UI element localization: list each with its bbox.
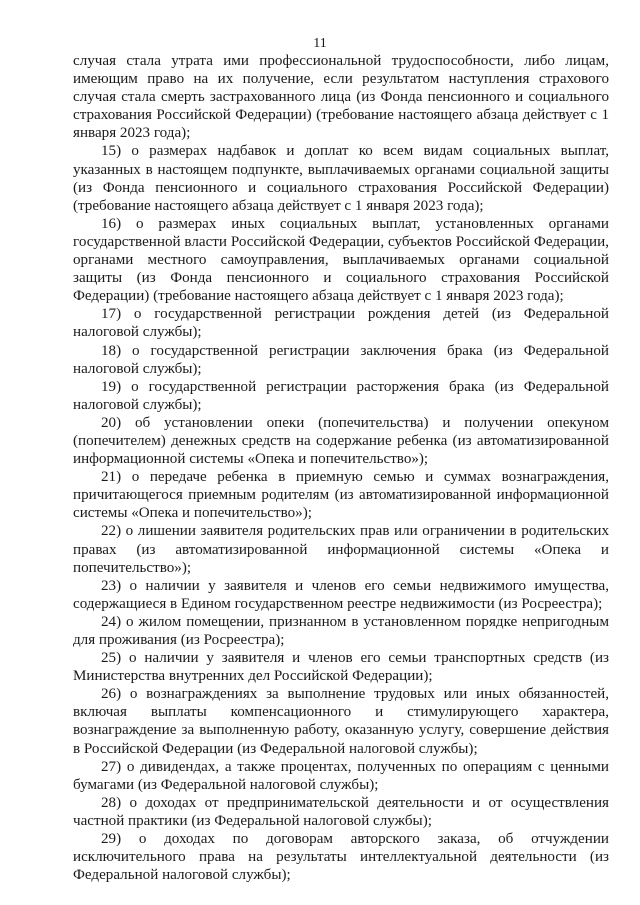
paragraph-item-15: 15) о размерах надбавок и доплат ко всем видам социальных выплат, указанных в настоящем подпункте, выплачиваемых органами социальной защиты (из Фонда пенсионного и социального страхования Российской Федерации) (требование настоящего абзаца действует с 1 января 2023 года); [73, 143, 609, 214]
paragraph-item-19: 19) о государственной регистрации расторжения брака (из Федеральной налоговой службы); [73, 378, 609, 413]
paragraph-item-23: 23) о наличии у заявителя и членов его семьи недвижимого имущества, содержащиеся в Едином государственном реестре недвижимости (из Росреестра); [73, 577, 609, 612]
paragraph-item-18: 18) о государственной регистрации заключения брака (из Федеральной налоговой службы); [73, 342, 609, 377]
paragraph-item-20: 20) об установлении опеки (попечительства) и получении опекуном (попечителем) денежных средств на содержание ребенка (из автоматизированной информационной системы «Опека и попечительство»); [73, 414, 609, 468]
paragraph-continuation: случая стала утрата ими профессиональной трудоспособности, либо лицам, имеющим право на их получение, если результатом наступления страхового случая стала смерть застрахованного лица (из Фонда пенсионного и социального страхования Российской Федерации) (требование настоящего абзаца действует с 1 января 2023 года); [73, 53, 609, 142]
paragraph-item-27: 27) о дивидендах, а также процентах, полученных по операциям с ценными бумагами (из Федеральной налоговой службы); [73, 758, 609, 793]
paragraph-item-16: 16) о размерах иных социальных выплат, установленных органами государственной власти Российской Федерации, субъектов Российской Федерации, органами местного самоуправления, выплачиваемых органами социальной защиты (из Фонда пенсионного и социального страхования Российской Федерации) (требование настоящего абзаца действует с 1 января 2023 года); [73, 215, 609, 305]
paragraph-item-22: 22) о лишении заявителя родительских прав или ограничении в родительских правах (из автоматизированной информационной системы «Опека и попечительство»); [73, 523, 609, 576]
paragraph-item-17: 17) о государственной регистрации рождения детей (из Федеральной налоговой службы); [73, 306, 609, 341]
paragraph-item-29: 29) о доходах по договорам авторского заказа, об отчуждении исключительного права на результаты интеллектуальной деятельности (из Федеральной налоговой службы); [73, 831, 609, 884]
paragraph-item-25: 25) о наличии у заявителя и членов его семьи транспортных средств (из Министерства внутренних дел Российской Федерации); [73, 650, 609, 685]
paragraph-item-21: 21) о передаче ребенка в приемную семью и суммах вознаграждения, причитающегося приемным родителям (из автоматизированной информационной системы «Опека и попечительство»); [73, 469, 609, 522]
paragraph-item-24: 24) о жилом помещении, признанном в установленном порядке непригодным для проживания (из Росреестра); [73, 613, 609, 648]
paragraph-item-28: 28) о доходах от предпринимательской деятельности и от осуществления частной практики (из Федеральной налоговой службы); [73, 794, 609, 829]
document-body [73, 52, 609, 884]
paragraph-item-26: 26) о вознаграждениях за выполнение трудовых или иных обязанностей, включая выплаты компенсационного и стимулирующего характера, вознаграждение за выполненную работу, оказанную услугу, совершение действия в Российской Федерации (из Федеральной налоговой службы); [73, 686, 609, 757]
page-number: 11 [313, 36, 327, 51]
